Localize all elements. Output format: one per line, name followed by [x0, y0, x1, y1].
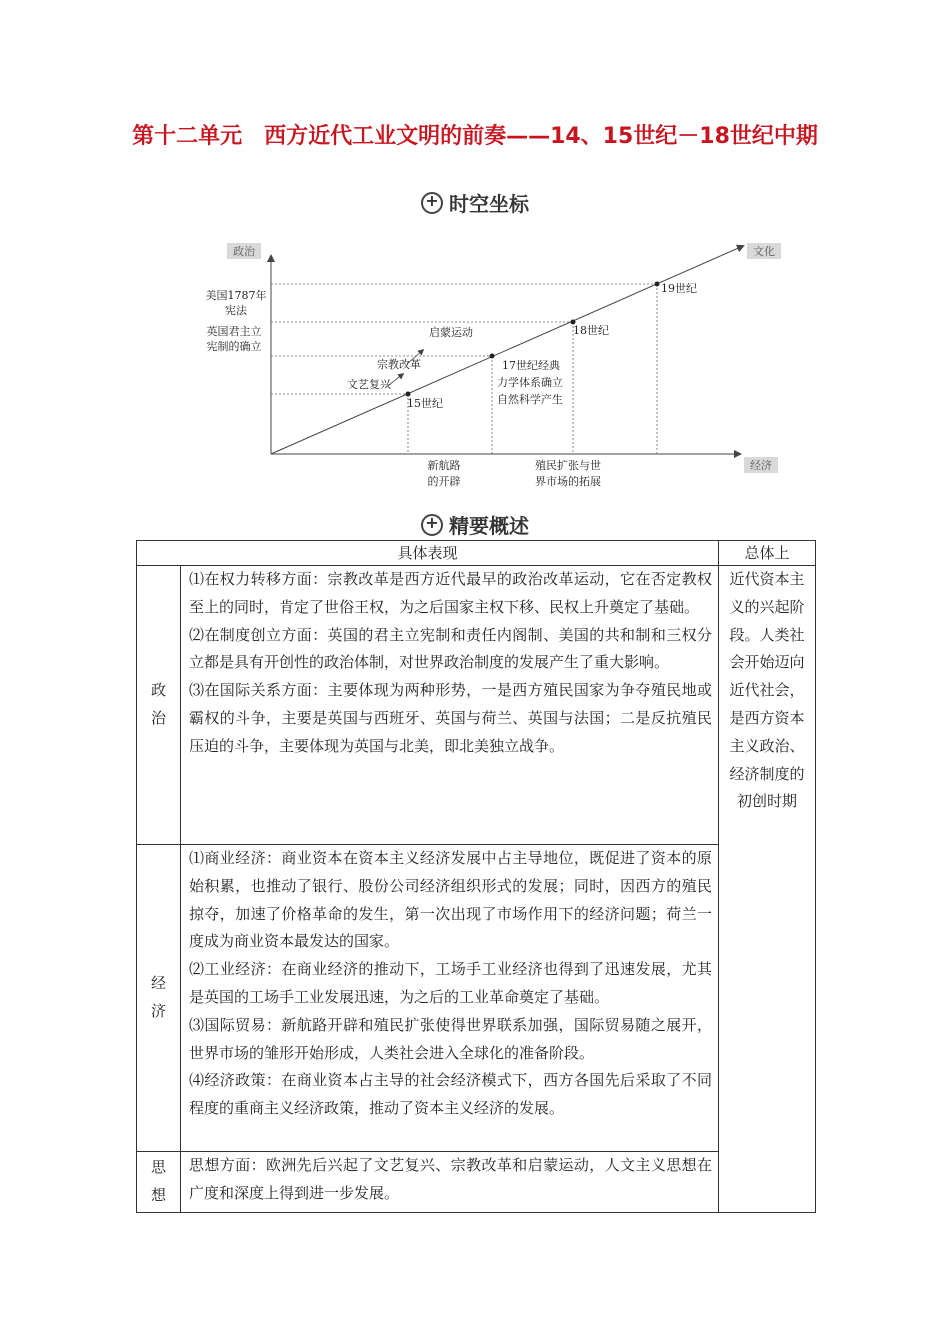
table-row-politics: [137, 566, 816, 845]
row-content: [181, 566, 719, 845]
row-content: [181, 845, 719, 1152]
event-reformation: 宗教改革: [377, 358, 421, 371]
unit-title: 第十二单元 西方近代工业文明的前奏——14、15世纪－18世纪中期: [132, 124, 818, 149]
point-17th-century: [490, 354, 495, 359]
section-heading-summary: [0, 510, 950, 539]
event-renaissance: 文艺复兴: [347, 378, 391, 391]
section-heading-timeline: [0, 188, 950, 217]
point-19th-century: [655, 282, 660, 287]
row-content: [181, 1152, 719, 1213]
list-item: ⑴在权力转移方面：宗教改革是西方近代最早的政治改革运动，它在否定教权至上的同时，肯定了世俗王权，为之后国家主权下移、民权上升奠定了基础。: [189, 570, 713, 616]
event-enlightenment: 启蒙运动: [429, 326, 473, 339]
left-label-us-constitution-line2: 宪法: [225, 304, 247, 317]
section-heading-text: 时空坐标: [449, 192, 529, 216]
header-overall: 总体上: [719, 541, 816, 566]
table-row-thought: [137, 1152, 816, 1213]
list-item: ⑵在制度创立方面：英国的君主立宪制和责任内阁制、美国的共和制和三权分立都是具有开创性的政治体制，对世界政治制度的发展产生了重大影响。: [189, 625, 713, 672]
circle-plus-icon: [421, 514, 443, 536]
diagonal-axis: [271, 246, 743, 454]
timeline-diagram: [195, 236, 785, 492]
label-17th-line2: 力学体系确立: [497, 376, 563, 389]
left-label-us-constitution-line1: 美国1787年: [205, 289, 267, 302]
bottom-label-new-routes-line2: 的开辟: [427, 475, 461, 488]
row-label: 政治: [137, 566, 181, 845]
bottom-label-colonial-line2: 界市场的拓展: [535, 475, 601, 488]
label-18th-century: 18世纪: [573, 324, 609, 337]
axis-culture: 文化: [753, 245, 775, 258]
label-17th-line3: 自然科学产生: [497, 393, 563, 406]
bottom-label-new-routes-line1: 新航路: [427, 459, 461, 472]
header-detail: 具体表现: [137, 541, 719, 566]
list-item: 思想方面：欧洲先后兴起了文艺复兴、宗教改革和启蒙运动，人文主义思想在广度和深度上得到进一步发展。: [189, 1156, 713, 1202]
row-label: 思想: [137, 1152, 181, 1213]
list-item: ⑴商业经济：商业资本在资本主义经济发展中占主导地位，既促进了资本的原始积累，也推动了银行、股份公司经济组织形式的发展；同时，因西方的殖民掠夺，加速了价格革命的发生，第一次出现了市场作用下的经济问题；荷兰一度成为商业资本最发达的国家。: [189, 849, 713, 951]
left-label-uk-monarchy-line1: 英国君主立: [206, 325, 262, 338]
point-15th-century: [406, 392, 411, 397]
axis-economy: 经济: [750, 459, 772, 472]
bottom-label-colonial-line1: 殖民扩张与世: [535, 459, 601, 472]
row-label: 经济: [137, 845, 181, 1152]
label-17th-line1: 17世纪经典: [502, 359, 560, 372]
circle-plus-icon: [421, 192, 443, 214]
summary-table: [136, 540, 816, 1213]
axis-political: 政治: [233, 245, 255, 258]
table-row-economy: [137, 845, 816, 1152]
label-15th-century: 15世纪: [407, 397, 443, 410]
list-item: ⑷经济政策：在商业资本占主导的社会经济模式下，西方各国先后采取了不同程度的重商主义经济政策，推动了资本主义经济的发展。: [189, 1071, 713, 1118]
section-heading-text: 精要概述: [449, 514, 529, 538]
left-label-uk-monarchy-line2: 宪制的确立: [206, 340, 262, 353]
list-item: ⑶在国际关系方面：主要体现为两种形势，一是西方殖民国家为争夺殖民地或霸权的斗争，主要是英国与西班牙、英国与荷兰、英国与法国；二是反抗殖民压迫的斗争，主要体现为英国与北美，即北美独立战争。: [189, 681, 713, 755]
list-item: ⑵工业经济：在商业经济的推动下，工场手工业经济也得到了迅速发展，尤其是英国的工场手工业发展迅速，为之后的工业革命奠定了基础。: [189, 960, 713, 1006]
list-item: ⑶国际贸易：新航路开辟和殖民扩张使得世界联系加强，国际贸易随之展开，世界市场的雏形开始形成，人类社会进入全球化的准备阶段。: [189, 1015, 713, 1062]
overall-summary: 近代资本主义的兴起阶段。人类社会开始迈向近代社会，是西方资本主义政治、经济制度的初创时期: [719, 566, 816, 1213]
label-19th-century: 19世纪: [661, 282, 697, 295]
